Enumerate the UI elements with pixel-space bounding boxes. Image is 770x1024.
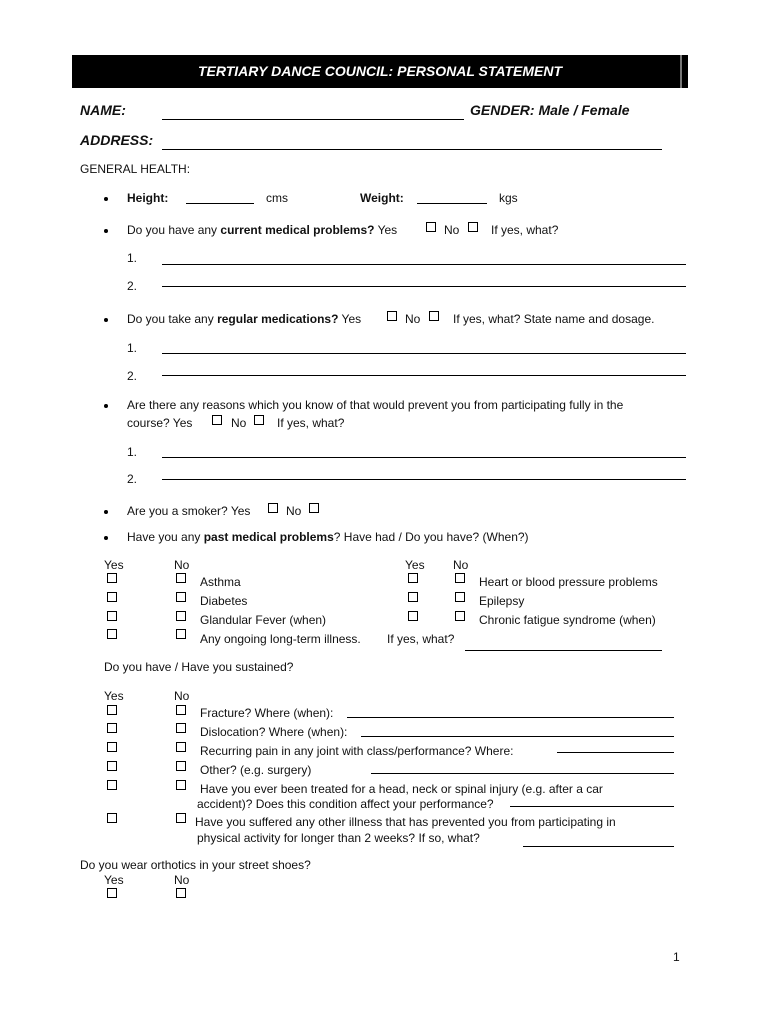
no-column-header: No bbox=[174, 873, 190, 887]
page-title: TERTIARY DANCE COUNCIL: PERSONAL STATEMENT bbox=[197, 63, 563, 79]
head-injury-field[interactable] bbox=[510, 806, 674, 807]
long-term-if-yes-label: If yes, what? bbox=[387, 632, 455, 646]
current-problems-no-checkbox[interactable] bbox=[468, 222, 478, 232]
dislocation-yes-checkbox[interactable] bbox=[107, 723, 117, 733]
orthotics-question: Do you wear orthotics in your street shoes? bbox=[80, 858, 311, 872]
kgs-unit: kgs bbox=[499, 191, 518, 205]
medication-1-field[interactable] bbox=[162, 353, 686, 354]
no-label: No bbox=[405, 312, 421, 326]
past-problems-question: Have you any past medical problems? Have had / Do you have? (When?) bbox=[127, 530, 529, 544]
bullet bbox=[104, 404, 108, 408]
asthma-no-checkbox[interactable] bbox=[176, 573, 186, 583]
title-bar-edge bbox=[680, 55, 682, 88]
fracture-field[interactable] bbox=[347, 717, 674, 718]
condition-diabetes: Diabetes bbox=[200, 594, 248, 608]
other-illness-question: Have you suffered any other illness that has prevented you from participating in bbox=[195, 815, 616, 829]
condition-heart: Heart or blood pressure problems bbox=[479, 575, 658, 589]
no-label: No bbox=[444, 223, 460, 237]
heart-no-checkbox[interactable] bbox=[455, 573, 465, 583]
no-column-header: No bbox=[174, 689, 190, 703]
address-field[interactable] bbox=[162, 149, 662, 150]
reasons-question: Are there any reasons which you know of that would prevent you from participating fully in the bbox=[127, 398, 624, 412]
injury-other: Other? (e.g. surgery) bbox=[200, 763, 312, 777]
recurring-pain-no-checkbox[interactable] bbox=[176, 742, 186, 752]
dislocation-field[interactable] bbox=[361, 736, 674, 737]
condition-long-term-illness: Any ongoing long-term illness. bbox=[200, 632, 361, 646]
page-number: 1 bbox=[673, 950, 680, 964]
injury-head-neck-spinal: Have you ever been treated for a head, neck or spinal injury (e.g. after a car bbox=[200, 782, 603, 796]
sustained-question: Do you have / Have you sustained? bbox=[104, 660, 294, 674]
reasons-yes-checkbox[interactable] bbox=[212, 415, 222, 425]
name-field[interactable] bbox=[162, 119, 464, 120]
condition-asthma: Asthma bbox=[200, 575, 241, 589]
chronic-fatigue-no-checkbox[interactable] bbox=[455, 611, 465, 621]
reason-1-field[interactable] bbox=[162, 457, 686, 458]
yes-column-header: Yes bbox=[104, 689, 124, 703]
fracture-yes-checkbox[interactable] bbox=[107, 705, 117, 715]
heart-yes-checkbox[interactable] bbox=[408, 573, 418, 583]
other-illness-question-cont: physical activity for longer than 2 weeks? If so, what? bbox=[197, 831, 480, 845]
item-number: 1. bbox=[127, 251, 138, 265]
current-problems-question: Do you have any current medical problems? Yes bbox=[127, 223, 398, 237]
long-term-illness-yes-checkbox[interactable] bbox=[107, 629, 117, 639]
general-health-heading: GENERAL HEALTH: bbox=[80, 162, 191, 176]
smoker-no-checkbox[interactable] bbox=[309, 503, 319, 513]
reason-2-field[interactable] bbox=[162, 479, 686, 480]
reasons-course-label: course? Yes bbox=[127, 416, 193, 430]
condition-epilepsy: Epilepsy bbox=[479, 594, 525, 608]
head-injury-yes-checkbox[interactable] bbox=[107, 780, 117, 790]
weight-field[interactable] bbox=[417, 203, 487, 204]
medications-question: Do you take any regular medications? Yes bbox=[127, 312, 362, 326]
no-column-header: No bbox=[453, 558, 469, 572]
fracture-no-checkbox[interactable] bbox=[176, 705, 186, 715]
other-illness-field[interactable] bbox=[523, 846, 674, 847]
item-number: 1. bbox=[127, 445, 138, 459]
bullet bbox=[104, 318, 108, 322]
yes-column-header: Yes bbox=[405, 558, 425, 572]
no-label: No bbox=[286, 504, 302, 518]
current-problems-yes-checkbox[interactable] bbox=[426, 222, 436, 232]
diabetes-no-checkbox[interactable] bbox=[176, 592, 186, 602]
if-yes-label: If yes, what? bbox=[277, 416, 345, 430]
current-problem-1-field[interactable] bbox=[162, 264, 686, 265]
medications-no-checkbox[interactable] bbox=[429, 311, 439, 321]
asthma-yes-checkbox[interactable] bbox=[107, 573, 117, 583]
item-number: 1. bbox=[127, 341, 138, 355]
item-number: 2. bbox=[127, 369, 138, 383]
injury-head-neck-spinal-cont: accident)? Does this condition affect your performance? bbox=[197, 797, 494, 811]
no-label: No bbox=[231, 416, 247, 430]
gender-label: GENDER: Male / Female bbox=[470, 102, 630, 118]
reasons-no-checkbox[interactable] bbox=[254, 415, 264, 425]
recurring-pain-field[interactable] bbox=[557, 752, 674, 753]
name-label: NAME: bbox=[80, 102, 126, 118]
glandular-fever-yes-checkbox[interactable] bbox=[107, 611, 117, 621]
height-field[interactable] bbox=[186, 203, 254, 204]
item-number: 2. bbox=[127, 279, 138, 293]
medications-if-yes-label: If yes, what? State name and dosage. bbox=[453, 312, 655, 326]
recurring-pain-yes-checkbox[interactable] bbox=[107, 742, 117, 752]
height-label: Height: bbox=[127, 191, 169, 205]
epilepsy-yes-checkbox[interactable] bbox=[408, 592, 418, 602]
injury-fracture: Fracture? Where (when): bbox=[200, 706, 334, 720]
dislocation-no-checkbox[interactable] bbox=[176, 723, 186, 733]
cms-unit: cms bbox=[266, 191, 288, 205]
yes-column-header: Yes bbox=[104, 558, 124, 572]
title-bar bbox=[72, 55, 688, 88]
bullet bbox=[104, 229, 108, 233]
orthotics-no-checkbox[interactable] bbox=[176, 888, 186, 898]
diabetes-yes-checkbox[interactable] bbox=[107, 592, 117, 602]
bullet bbox=[104, 510, 108, 514]
epilepsy-no-checkbox[interactable] bbox=[455, 592, 465, 602]
condition-chronic-fatigue: Chronic fatigue syndrome (when) bbox=[479, 613, 656, 627]
glandular-fever-no-checkbox[interactable] bbox=[176, 611, 186, 621]
head-injury-no-checkbox[interactable] bbox=[176, 780, 186, 790]
other-field[interactable] bbox=[371, 773, 674, 774]
injury-dislocation: Dislocation? Where (when): bbox=[200, 725, 348, 739]
smoker-question: Are you a smoker? Yes bbox=[127, 504, 251, 518]
long-term-illness-no-checkbox[interactable] bbox=[176, 629, 186, 639]
injury-recurring-pain: Recurring pain in any joint with class/performance? Where: bbox=[200, 744, 514, 758]
chronic-fatigue-yes-checkbox[interactable] bbox=[408, 611, 418, 621]
medications-yes-checkbox[interactable] bbox=[387, 311, 397, 321]
address-label: ADDRESS: bbox=[80, 132, 154, 148]
medication-2-field[interactable] bbox=[162, 375, 686, 376]
bullet bbox=[104, 197, 108, 201]
long-term-illness-field[interactable] bbox=[465, 650, 662, 651]
no-column-header: No bbox=[174, 558, 190, 572]
item-number: 2. bbox=[127, 472, 138, 486]
yes-column-header: Yes bbox=[104, 873, 124, 887]
if-yes-label: If yes, what? bbox=[491, 223, 559, 237]
other-no-checkbox[interactable] bbox=[176, 761, 186, 771]
orthotics-yes-checkbox[interactable] bbox=[107, 888, 117, 898]
smoker-yes-checkbox[interactable] bbox=[268, 503, 278, 513]
bullet bbox=[104, 536, 108, 540]
other-illness-no-checkbox[interactable] bbox=[176, 813, 186, 823]
weight-label: Weight: bbox=[360, 191, 404, 205]
other-illness-yes-checkbox[interactable] bbox=[107, 813, 117, 823]
current-problem-2-field[interactable] bbox=[162, 286, 686, 287]
condition-glandular-fever: Glandular Fever (when) bbox=[200, 613, 327, 627]
other-yes-checkbox[interactable] bbox=[107, 761, 117, 771]
